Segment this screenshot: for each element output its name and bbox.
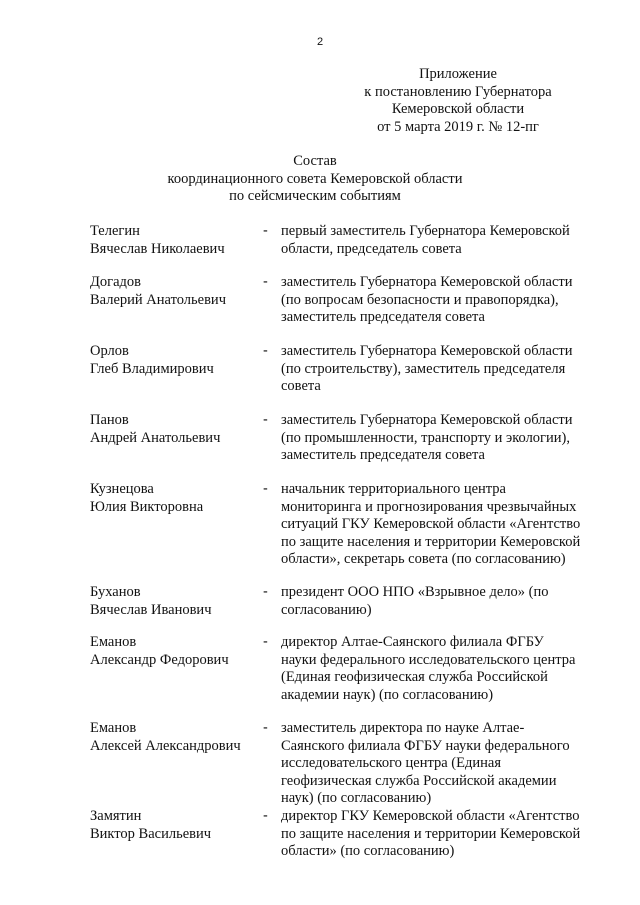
role-line: директор Алтае-Саянского филиала ФГБУ (281, 634, 544, 650)
member-role (281, 343, 601, 396)
member-name (90, 808, 260, 843)
heading-line: координационного совета Кемеровской области (167, 170, 463, 187)
member-dash: - (263, 720, 268, 736)
member-role (281, 584, 601, 619)
member-name (90, 274, 260, 309)
role-line: области, председатель совета (281, 240, 462, 257)
member-surname: Телегин (90, 223, 140, 239)
heading-line: по сейсмическим событиям (229, 188, 401, 204)
role-line: совета (281, 378, 321, 394)
heading-line: Состав (293, 153, 337, 169)
member-surname: Кузнецова (90, 481, 154, 497)
role-line: геофизическая служба Российской академии (281, 772, 557, 789)
member-role (281, 274, 601, 327)
role-line: (по вопросам безопасности и правопорядка), (281, 291, 559, 308)
member-dash: - (263, 412, 268, 428)
role-line: ситуаций ГКУ Кемеровской области «Агентство (281, 516, 581, 532)
role-line: науки федерального исследовательского центра (281, 651, 576, 668)
role-line: исследовательского центра (Единая (281, 755, 501, 771)
member-dash: - (263, 584, 268, 600)
member-given-names: Вячеслав Иванович (90, 601, 212, 618)
member-dash: - (263, 274, 268, 290)
role-line: заместитель председателя совета (281, 447, 485, 463)
member-dash: - (263, 808, 268, 824)
member-surname: Замятин (90, 808, 142, 824)
member-dash: - (263, 634, 268, 650)
appendix-line: Приложение (419, 66, 497, 82)
role-line: мониторинга и прогнозирования чрезвычайных (281, 498, 577, 515)
member-name (90, 634, 260, 669)
member-name (90, 720, 260, 755)
role-line: президент ООО НПО «Взрывное дело» (по (281, 584, 549, 600)
member-given-names: Глеб Владимирович (90, 360, 214, 377)
member-name (90, 412, 260, 447)
appendix-header (328, 66, 588, 136)
member-surname: Панов (90, 412, 129, 428)
member-name (90, 481, 260, 516)
member-name (90, 343, 260, 378)
role-line: по защите населения и территории Кемеровской (281, 825, 581, 842)
role-line: наук) (по согласованию) (281, 790, 432, 806)
member-surname: Орлов (90, 343, 129, 359)
member-name (90, 223, 260, 258)
member-given-names: Виктор Васильевич (90, 825, 212, 842)
role-line: Саянского филиала ФГБУ науки федерального (281, 737, 570, 754)
page-number: 2 (316, 36, 324, 48)
role-line: академии наук) (по согласованию) (281, 686, 494, 703)
role-line: начальник территориального центра (281, 481, 506, 497)
role-line: области» (по согласованию) (281, 843, 455, 859)
role-line: заместитель Губернатора Кемеровской области (281, 412, 573, 428)
appendix-line: Кемеровской области (391, 101, 525, 117)
appendix-line: к постановлению Губернатора (364, 83, 552, 100)
member-given-names: Юлия Викторовна (90, 498, 204, 515)
member-dash: - (263, 343, 268, 359)
member-given-names: Андрей Анатольевич (90, 429, 221, 446)
member-given-names: Александр Федорович (90, 651, 229, 668)
member-surname: Еманов (90, 634, 137, 650)
member-role (281, 720, 601, 808)
role-line: первый заместитель Губернатора Кемеровской (281, 223, 570, 239)
appendix-line: от 5 марта 2019 г. № 12-пг (377, 118, 539, 135)
role-line: заместитель Губернатора Кемеровской области (281, 274, 573, 290)
member-surname: Буханов (90, 584, 141, 600)
role-line: заместитель председателя совета (281, 309, 485, 325)
member-role (281, 223, 601, 258)
role-line: согласованию) (281, 601, 372, 618)
member-role (281, 412, 601, 465)
member-given-names: Вячеслав Николаевич (90, 240, 225, 257)
document-heading (135, 153, 495, 206)
member-role (281, 808, 601, 861)
role-line: директор ГКУ Кемеровской области «Агентство (281, 808, 580, 824)
member-surname: Еманов (90, 720, 137, 736)
role-line: по защите населения и территории Кемеровской (281, 533, 581, 550)
member-given-names: Валерий Анатольевич (90, 291, 226, 308)
member-given-names: Алексей Александрович (90, 737, 241, 754)
role-line: заместитель директора по науке Алтае- (281, 720, 525, 736)
role-line: (по строительству), заместитель председателя (281, 360, 566, 377)
role-line: заместитель Губернатора Кемеровской области (281, 343, 573, 359)
member-surname: Догадов (90, 274, 141, 290)
member-dash: - (263, 223, 268, 239)
role-line: (по промышленности, транспорту и экологии), (281, 429, 570, 446)
member-role (281, 481, 601, 569)
role-line: (Единая геофизическая служба Российской (281, 669, 548, 685)
member-name (90, 584, 260, 619)
member-dash: - (263, 481, 268, 497)
member-role (281, 634, 601, 704)
role-line: области», секретарь совета (по согласованию) (281, 551, 566, 567)
